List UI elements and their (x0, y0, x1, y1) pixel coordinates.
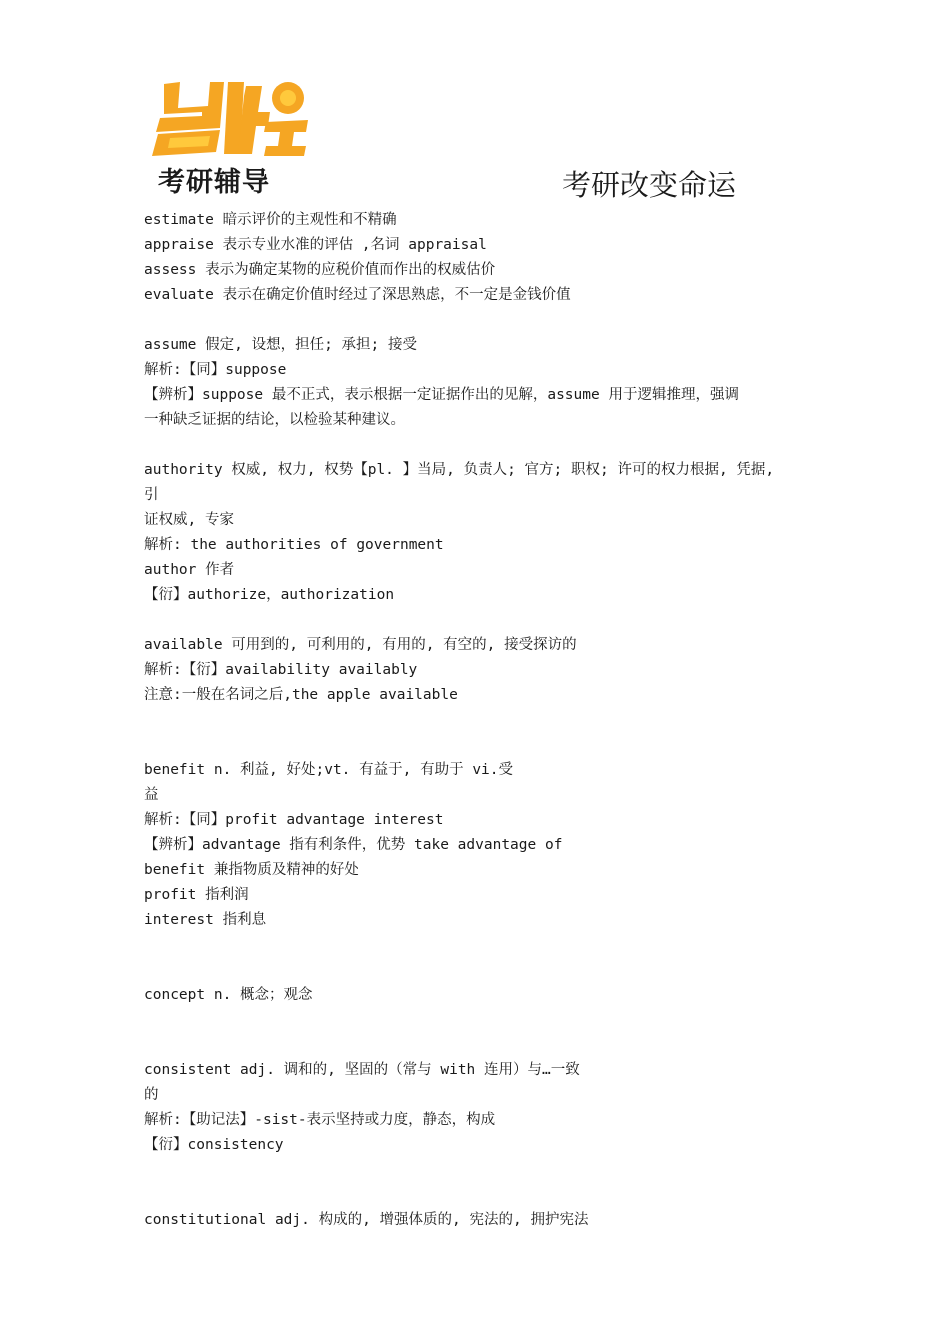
blank-line (144, 1158, 814, 1183)
blank-line (144, 708, 814, 733)
text-line: appraise 表示专业水准的评估 ,名词 appraisal (144, 237, 487, 253)
text-line: benefit n. 利益, 好处;vt. 有益于, 有助于 vi.受 (144, 762, 514, 778)
text-line: assume 假定, 设想，担任; 承担; 接受 (144, 337, 417, 353)
text-line: concept n. 概念；观念 (144, 987, 313, 1003)
blank-line (144, 733, 814, 758)
text-line: 解析:【同】profit advantage interest (144, 812, 444, 828)
text-line: 证权威, 专家 (144, 512, 234, 528)
text-line: 解析: the authorities of government (144, 537, 444, 553)
blank-line (144, 958, 814, 983)
text-line: estimate 暗示评价的主观性和不精确 (144, 212, 397, 228)
text-line: 【辨析】suppose 最不正式，表示根据一定证据作出的见解，assume 用于逻辑推理，强调 (144, 387, 739, 403)
text-line: 解析:【同】suppose (144, 362, 287, 378)
blank-line (144, 1183, 814, 1208)
text-line: 引 (144, 487, 159, 503)
text-line: authority 权威, 权力, 权势【pl. 】当局, 负责人; 官方; 职权; 许可的权力根据, 凭据, (144, 462, 775, 478)
text-line: interest 指利息 (144, 912, 267, 928)
text-line: available 可用到的, 可利用的, 有用的, 有空的, 接受探访的 (144, 637, 577, 653)
kaicheng-logo (150, 72, 310, 197)
blank-line (144, 1008, 814, 1033)
text-line: 解析:【衍】availability availably (144, 662, 418, 678)
text-line: constitutional adj. 构成的, 增强体质的, 宪法的, 拥护宪法 (144, 1212, 589, 1228)
text-line: evaluate 表示在确定价值时经过了深思熟虑，不一定是金钱价值 (144, 287, 571, 303)
text-line: consistent adj. 调和的, 坚固的（常与 with 连用）与…一致 (144, 1062, 580, 1078)
text-line: author 作者 (144, 562, 235, 578)
text-line: 【衍】authorize，authorization (144, 587, 395, 603)
blank-line (144, 933, 814, 958)
text-line: 的 (144, 1087, 159, 1103)
header-slogan: 考研改变命运 (562, 168, 737, 202)
text-line: 一种缺乏证据的结论，以检验某种建议。 (144, 412, 405, 428)
kaicheng-logo-mark (150, 72, 310, 160)
text-line: assess 表示为确定某物的应税价值而作出的权威估价 (144, 262, 496, 278)
text-line: 【辨析】advantage 指有利条件，优势 take advantage of (144, 837, 563, 853)
text-line: benefit 兼指物质及精神的好处 (144, 862, 359, 878)
text-line: 注意:一般在名词之后,the apple available (144, 687, 458, 703)
blank-line (144, 308, 814, 333)
text-line: profit 指利润 (144, 887, 249, 903)
blank-line (144, 608, 814, 633)
vocabulary-notes (144, 208, 814, 1233)
blank-line (144, 1033, 814, 1058)
text-line: 益 (144, 787, 159, 803)
logo-subtitle: 考研辅导 (158, 167, 270, 198)
text-line: 解析:【助记法】-sist-表示坚持或力度，静态，构成 (144, 1112, 496, 1128)
blank-line (144, 433, 814, 458)
text-line: 【衍】consistency (144, 1137, 284, 1153)
